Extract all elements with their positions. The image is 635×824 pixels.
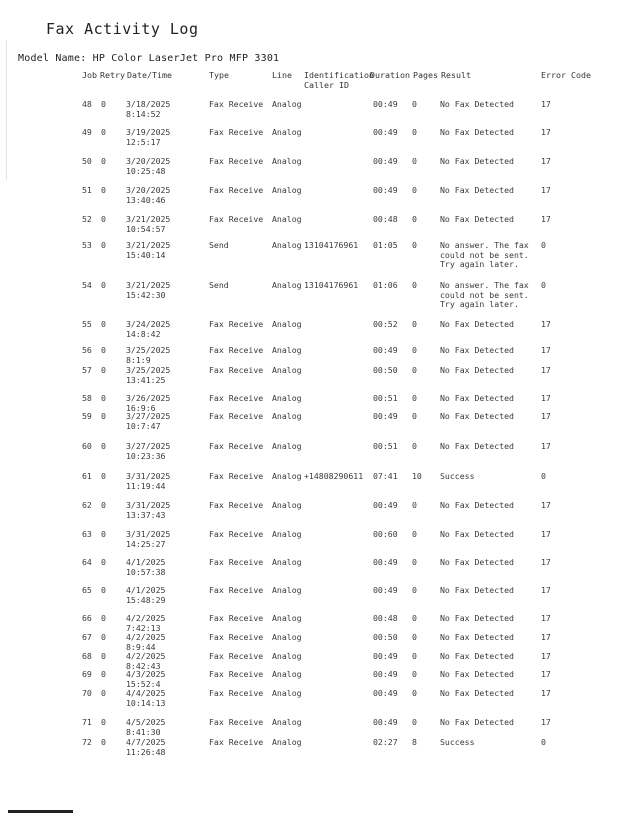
line-type: Analog	[272, 717, 302, 727]
retry-count: 0	[101, 185, 106, 195]
line-type: Analog	[272, 651, 302, 661]
date-time: 4/4/2025 10:14:13	[126, 688, 166, 708]
job-number: 70	[82, 688, 92, 698]
job-number: 61	[82, 471, 92, 481]
fax-type: Fax Receive	[209, 345, 264, 355]
job-number: 53	[82, 240, 92, 250]
page-count: 0	[412, 156, 417, 166]
date-time: 3/31/2025 11:19:44	[126, 471, 171, 491]
fax-type: Fax Receive	[209, 319, 264, 329]
table-row	[0, 442, 635, 466]
line-type: Analog	[272, 688, 302, 698]
duration: 01:06	[373, 280, 398, 290]
duration: 00:50	[373, 632, 398, 642]
fax-type: Fax Receive	[209, 127, 264, 137]
retry-count: 0	[101, 669, 106, 679]
model-name: Model Name: HP Color LaserJet Pro MFP 3301	[18, 53, 280, 64]
page-count: 0	[412, 99, 417, 109]
table-row	[0, 530, 635, 554]
date-time: 3/21/2025 15:40:14	[126, 240, 171, 260]
duration: 00:49	[373, 185, 398, 195]
duration: 00:49	[373, 411, 398, 421]
job-number: 65	[82, 585, 92, 595]
date-time: 4/2/2025 7:42:13	[126, 613, 166, 633]
error-code: 17	[541, 441, 551, 451]
result-text: No Fax Detected	[440, 669, 514, 679]
job-number: 62	[82, 500, 92, 510]
retry-count: 0	[101, 500, 106, 510]
job-number: 52	[82, 214, 92, 224]
duration: 00:49	[373, 500, 398, 510]
line-type: Analog	[272, 127, 302, 137]
error-code: 17	[541, 500, 551, 510]
job-number: 59	[82, 411, 92, 421]
fax-type: Fax Receive	[209, 156, 264, 166]
result-text: No Fax Detected	[440, 319, 514, 329]
page-title: Fax Activity Log	[46, 20, 199, 38]
error-code: 17	[541, 411, 551, 421]
result-text: No Fax Detected	[440, 688, 514, 698]
job-number: 51	[82, 185, 92, 195]
date-time: 3/20/2025 13:40:46	[126, 185, 171, 205]
header-result: Result	[441, 70, 471, 80]
page-count: 0	[412, 500, 417, 510]
error-code: 0	[541, 240, 546, 250]
table-row	[0, 412, 635, 436]
result-text: No Fax Detected	[440, 632, 514, 642]
error-code: 17	[541, 156, 551, 166]
header-type: Type	[209, 70, 229, 80]
retry-count: 0	[101, 651, 106, 661]
fax-type: Fax Receive	[209, 393, 264, 403]
date-time: 3/19/2025 12:5:17	[126, 127, 171, 147]
fax-type: Fax Receive	[209, 651, 264, 661]
fax-type: Fax Receive	[209, 717, 264, 727]
header-caller-id: Caller ID	[304, 80, 349, 90]
job-number: 54	[82, 280, 92, 290]
result-text: No Fax Detected	[440, 393, 514, 403]
error-code: 17	[541, 557, 551, 567]
job-number: 57	[82, 365, 92, 375]
fax-type: Fax Receive	[209, 557, 264, 567]
duration: 00:49	[373, 345, 398, 355]
duration: 00:49	[373, 651, 398, 661]
duration: 00:49	[373, 156, 398, 166]
line-type: Analog	[272, 319, 302, 329]
error-code: 17	[541, 529, 551, 539]
job-number: 72	[82, 737, 92, 747]
fax-type: Fax Receive	[209, 471, 264, 481]
fax-type: Fax Receive	[209, 185, 264, 195]
retry-count: 0	[101, 345, 106, 355]
date-time: 4/5/2025 8:41:30	[126, 717, 166, 737]
page-count: 0	[412, 319, 417, 329]
error-code: 17	[541, 127, 551, 137]
job-number: 68	[82, 651, 92, 661]
fax-type: Fax Receive	[209, 688, 264, 698]
fax-type: Send	[209, 280, 229, 290]
page-count: 0	[412, 613, 417, 623]
job-number: 67	[82, 632, 92, 642]
page-count: 0	[412, 345, 417, 355]
table-row	[0, 558, 635, 582]
error-code: 17	[541, 717, 551, 727]
error-code: 17	[541, 319, 551, 329]
header-job: Job	[82, 70, 97, 80]
fax-type: Fax Receive	[209, 529, 264, 539]
retry-count: 0	[101, 632, 106, 642]
date-time: 4/7/2025 11:26:48	[126, 737, 166, 757]
retry-count: 0	[101, 585, 106, 595]
fax-type: Fax Receive	[209, 411, 264, 421]
error-code: 17	[541, 632, 551, 642]
table-row	[0, 100, 635, 124]
page-count: 0	[412, 669, 417, 679]
retry-count: 0	[101, 737, 106, 747]
header-error-code: Error Code	[541, 70, 591, 80]
line-type: Analog	[272, 737, 302, 747]
page-count: 0	[412, 529, 417, 539]
result-text: No Fax Detected	[440, 613, 514, 623]
header-retry: Retry	[100, 70, 125, 80]
line-type: Analog	[272, 441, 302, 451]
date-time: 3/31/2025 13:37:43	[126, 500, 171, 520]
date-time: 3/27/2025 10:23:36	[126, 441, 171, 461]
retry-count: 0	[101, 393, 106, 403]
error-code: 0	[541, 471, 546, 481]
retry-count: 0	[101, 365, 106, 375]
job-number: 55	[82, 319, 92, 329]
retry-count: 0	[101, 411, 106, 421]
retry-count: 0	[101, 688, 106, 698]
page-count: 0	[412, 280, 417, 290]
job-number: 48	[82, 99, 92, 109]
date-time: 4/2/2025 8:42:43	[126, 651, 166, 671]
date-time: 3/21/2025 15:42:30	[126, 280, 171, 300]
line-type: Analog	[272, 669, 302, 679]
error-code: 17	[541, 669, 551, 679]
page-count: 0	[412, 688, 417, 698]
line-type: Analog	[272, 240, 302, 250]
retry-count: 0	[101, 717, 106, 727]
line-type: Analog	[272, 557, 302, 567]
header-duration: Duration	[370, 70, 410, 80]
retry-count: 0	[101, 214, 106, 224]
duration: 00:49	[373, 717, 398, 727]
line-type: Analog	[272, 632, 302, 642]
duration: 00:49	[373, 585, 398, 595]
error-code: 17	[541, 365, 551, 375]
fax-type: Send	[209, 240, 229, 250]
date-time: 3/26/2025 16:9:6	[126, 393, 171, 413]
retry-count: 0	[101, 319, 106, 329]
retry-count: 0	[101, 240, 106, 250]
line-type: Analog	[272, 214, 302, 224]
retry-count: 0	[101, 156, 106, 166]
caller-id: 13104176961	[304, 280, 359, 290]
retry-count: 0	[101, 471, 106, 481]
result-text: No Fax Detected	[440, 99, 514, 109]
fax-type: Fax Receive	[209, 632, 264, 642]
result-text: No Fax Detected	[440, 585, 514, 595]
job-number: 56	[82, 345, 92, 355]
duration: 00:51	[373, 393, 398, 403]
date-time: 3/31/2025 14:25:27	[126, 529, 171, 549]
error-code: 17	[541, 393, 551, 403]
duration: 01:05	[373, 240, 398, 250]
page-count: 0	[412, 441, 417, 451]
page-count: 0	[412, 214, 417, 224]
page-count: 0	[412, 585, 417, 595]
fax-type: Fax Receive	[209, 500, 264, 510]
error-code: 0	[541, 737, 546, 747]
fax-type: Fax Receive	[209, 669, 264, 679]
header-identification: Identification	[304, 70, 374, 80]
job-number: 58	[82, 393, 92, 403]
error-code: 0	[541, 280, 546, 290]
line-type: Analog	[272, 393, 302, 403]
result-text: No Fax Detected	[440, 127, 514, 137]
error-code: 17	[541, 345, 551, 355]
fax-type: Fax Receive	[209, 99, 264, 109]
line-type: Analog	[272, 280, 302, 290]
page-count: 0	[412, 365, 417, 375]
line-type: Analog	[272, 99, 302, 109]
result-text: Success	[440, 471, 475, 481]
job-number: 49	[82, 127, 92, 137]
line-type: Analog	[272, 471, 302, 481]
result-text: Success	[440, 737, 475, 747]
error-code: 17	[541, 688, 551, 698]
duration: 00:49	[373, 557, 398, 567]
error-code: 17	[541, 651, 551, 661]
retry-count: 0	[101, 280, 106, 290]
fax-type: Fax Receive	[209, 737, 264, 747]
date-time: 4/1/2025 15:48:29	[126, 585, 166, 605]
line-type: Analog	[272, 500, 302, 510]
result-text: No Fax Detected	[440, 500, 514, 510]
result-text: No Fax Detected	[440, 651, 514, 661]
job-number: 60	[82, 441, 92, 451]
line-type: Analog	[272, 156, 302, 166]
header-pages: Pages	[413, 70, 438, 80]
duration: 00:48	[373, 214, 398, 224]
result-text: No answer. The fax could not be sent. Try again later.	[440, 240, 529, 269]
retry-count: 0	[101, 557, 106, 567]
result-text: No answer. The fax could not be sent. Try again later.	[440, 280, 529, 309]
fax-type: Fax Receive	[209, 613, 264, 623]
result-text: No Fax Detected	[440, 345, 514, 355]
table-row	[0, 320, 635, 344]
date-time: 3/24/2025 14:8:42	[126, 319, 171, 339]
date-time: 3/21/2025 10:54:57	[126, 214, 171, 234]
date-time: 4/3/2025 15:52:4	[126, 669, 166, 689]
error-code: 17	[541, 613, 551, 623]
header-line: Line	[272, 70, 292, 80]
table-row	[0, 215, 635, 239]
result-text: No Fax Detected	[440, 156, 514, 166]
line-type: Analog	[272, 529, 302, 539]
duration: 02:27	[373, 737, 398, 747]
result-text: No Fax Detected	[440, 529, 514, 539]
page-count: 0	[412, 185, 417, 195]
duration: 00:49	[373, 688, 398, 698]
table-row	[0, 738, 635, 762]
duration: 00:49	[373, 127, 398, 137]
error-code: 17	[541, 214, 551, 224]
date-time: 3/27/2025 10:7:47	[126, 411, 171, 431]
caller-id: +14808290611	[304, 471, 364, 481]
page-count: 0	[412, 393, 417, 403]
result-text: No Fax Detected	[440, 717, 514, 727]
result-text: No Fax Detected	[440, 365, 514, 375]
table-row	[0, 586, 635, 610]
date-time: 3/25/2025 8:1:9	[126, 345, 171, 365]
page-count: 0	[412, 411, 417, 421]
result-text: No Fax Detected	[440, 185, 514, 195]
date-time: 4/2/2025 8:9:44	[126, 632, 166, 652]
job-number: 69	[82, 669, 92, 679]
scan-bar-mark	[8, 810, 73, 813]
duration: 00:48	[373, 613, 398, 623]
retry-count: 0	[101, 99, 106, 109]
page-count: 0	[412, 557, 417, 567]
error-code: 17	[541, 99, 551, 109]
table-row	[0, 186, 635, 210]
table-row	[0, 128, 635, 152]
fax-type: Fax Receive	[209, 585, 264, 595]
line-type: Analog	[272, 411, 302, 421]
header-date: Date/Time	[127, 70, 172, 80]
table-row	[0, 240, 635, 269]
page-count: 0	[412, 651, 417, 661]
job-number: 63	[82, 529, 92, 539]
result-text: No Fax Detected	[440, 557, 514, 567]
error-code: 17	[541, 585, 551, 595]
page-count: 0	[412, 240, 417, 250]
fax-type: Fax Receive	[209, 214, 264, 224]
date-time: 3/20/2025 10:25:48	[126, 156, 171, 176]
table-row	[0, 280, 635, 309]
job-number: 64	[82, 557, 92, 567]
page-count: 10	[412, 471, 422, 481]
job-number: 71	[82, 717, 92, 727]
job-number: 66	[82, 613, 92, 623]
duration: 00:52	[373, 319, 398, 329]
result-text: No Fax Detected	[440, 441, 514, 451]
line-type: Analog	[272, 613, 302, 623]
line-type: Analog	[272, 185, 302, 195]
result-text: No Fax Detected	[440, 214, 514, 224]
table-row	[0, 157, 635, 181]
job-number: 50	[82, 156, 92, 166]
page-count: 0	[412, 717, 417, 727]
date-time: 3/25/2025 13:41:25	[126, 365, 171, 385]
table-row	[0, 366, 635, 390]
duration: 00:49	[373, 99, 398, 109]
fax-type: Fax Receive	[209, 441, 264, 451]
error-code: 17	[541, 185, 551, 195]
line-type: Analog	[272, 345, 302, 355]
table-row	[0, 501, 635, 525]
duration: 00:50	[373, 365, 398, 375]
table-row	[0, 689, 635, 713]
retry-count: 0	[101, 127, 106, 137]
table-row	[0, 472, 635, 496]
page-count: 0	[412, 127, 417, 137]
retry-count: 0	[101, 441, 106, 451]
result-text: No Fax Detected	[440, 411, 514, 421]
duration: 07:41	[373, 471, 398, 481]
fax-type: Fax Receive	[209, 365, 264, 375]
line-type: Analog	[272, 365, 302, 375]
date-time: 4/1/2025 10:57:38	[126, 557, 166, 577]
date-time: 3/18/2025 8:14:52	[126, 99, 171, 119]
retry-count: 0	[101, 529, 106, 539]
page-count: 8	[412, 737, 417, 747]
duration: 00:60	[373, 529, 398, 539]
duration: 00:49	[373, 669, 398, 679]
duration: 00:51	[373, 441, 398, 451]
line-type: Analog	[272, 585, 302, 595]
page-count: 0	[412, 632, 417, 642]
retry-count: 0	[101, 613, 106, 623]
caller-id: 13104176961	[304, 240, 359, 250]
